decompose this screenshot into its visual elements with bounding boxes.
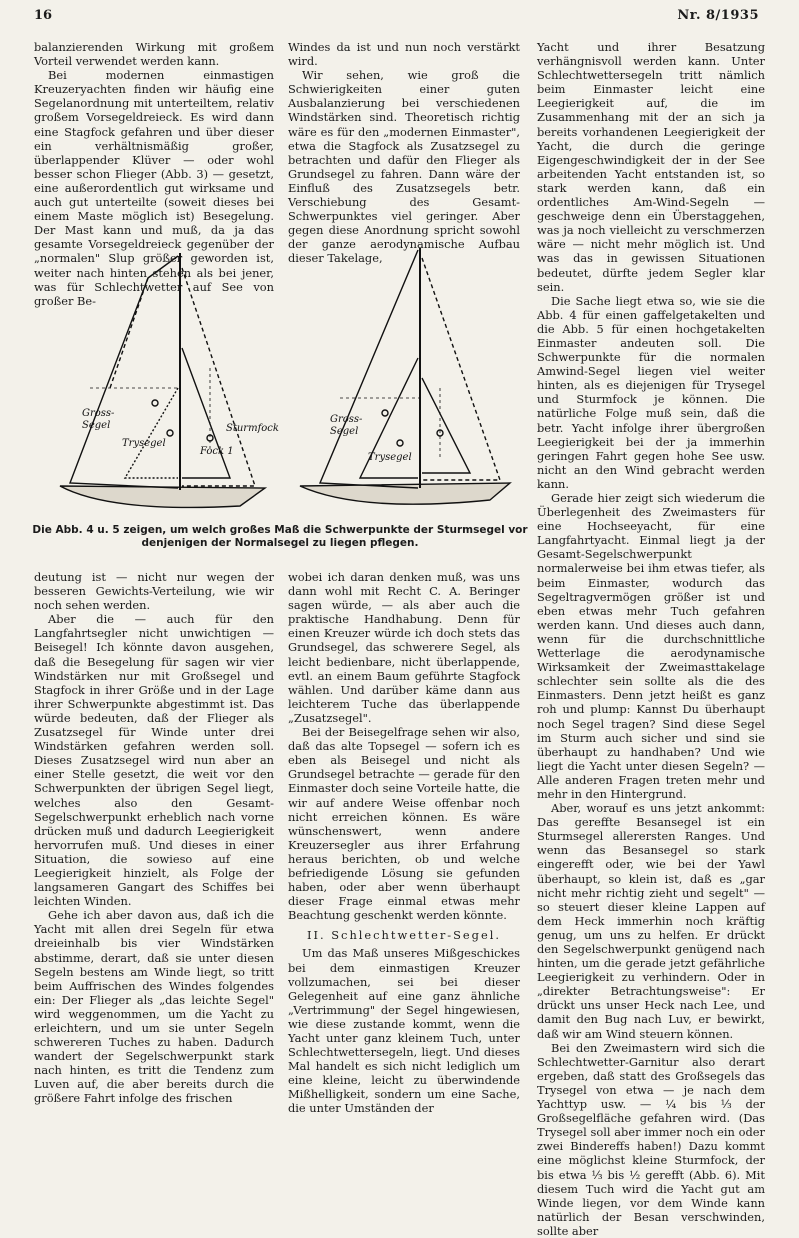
sail-diagrams <box>30 238 530 520</box>
label-grosssegel-2: Segel <box>82 420 111 431</box>
column-3 <box>537 40 765 1238</box>
paragraph: Yacht und ihrer Besatzung verhängnisvoll werden kann. Unter Schlechtwettersegeln tritt nämlich beim Einmaster leicht eine Leegierigkeit auf, die im Zusammenhang mit der an sich ja bereits vorhandenen Leegierigkeit der Yacht, die durch die geringe Eigengeschwindigkeit der in der See arbeitenden Yacht entstanden ist, so stark werden kann, daß ein ordentliches Am-Wind-Segeln — geschweige denn ein Überstaggehen, was ja noch vielleicht zu verschmerzen wäre — nicht mehr möglich ist. Und was das in gewissen Situationen bedeutet, dürfte jedem Segler klar sein. <box>537 40 765 294</box>
label-fock: Fock 1 <box>200 446 234 457</box>
label-grosssegel-right-1: Gross- <box>330 414 363 425</box>
label-trysegel: Trysegel <box>122 438 166 449</box>
paragraph: Aber die — auch für den Langfahrtsegler nicht unwichtigen — Beisegel! Ich könnte davon ausgehen, daß die Besegelung für sagen wir vier Windstärken nur mit Großsegel und Stagfock in ihrer Größe und in der Lage ihrer Schwerpunkte abgestimmt ist. Das würde bedeuten, daß der Flieger als Zusatzsegel für Winde unter drei Windstärken gefahren werden soll. Dieses Zusatzsegel wird nun aber an einer Stelle gesetzt, die weit vor den Schwerpunkten der übrigen Segel liegt, welches also den Gesamt-Segelschwerpunkt erheblich nach vorne drücken muß und dadurch Leegierigkeit hervorrufen muß. Und dieses in einer Situation, die sowieso auf eine Leegierigkeit hinzielt, als Folge der langsameren Gangart des Schiffes bei leichten Winden. <box>34 612 274 909</box>
paragraph: Windes da ist und nun noch verstärkt wird. <box>288 40 520 69</box>
paragraph: Gerade hier zeigt sich wiederum die Überlegenheit des Zweimasters für eine Hochseeyacht, für eine Langfahrtyacht. Einmal liegt ja der Gesamt-Segelschwerpunkt normalerweise bei ihm etwas tiefer, als beim Einmaster, wodurch das Segeltragvermögen größer ist und eben etwas mehr Tuch gefahren werden kann. Und dieses auch dann, wenn für die durchschnittliche Wetterlage die aerodynamische Wirksamkeit der Zweimasttakelage schlechter sein sollte als die des Einmasters. Denn jetzt heißt es ganz roh und plump: Kannst Du überhaupt noch Segel tragen? Sind diese Segel im Sturm auch sicher und sind sie überhaupt zu handhaben? Und wie liegt die Yacht unter diesen Segeln? — Alle anderen Fragen treten mehr und mehr in den Hintergrund. <box>537 491 765 801</box>
high-rig-diagram <box>300 248 510 504</box>
page-number: 16 <box>34 8 53 23</box>
paragraph: Die Sache liegt etwa so, wie sie die Abb. 4 für einen gaffelgetakelten und die Abb. 5 für einen hochgetakelten Einmaster andeuten soll. Die Schwerpunkte für die normalen Amwind-Segel liegen viel weiter hinten, als es diejenigen für Trysegel und Sturmfock je können. Die natürliche Folge muß sein, daß die betr. Yacht infolge ihrer übergroßen Leegierigkeit bei der ja immerhin geringen Fahrt gegen hohe See usw. nicht an den Wind gebracht werden kann. <box>537 293 765 491</box>
paragraph: Um das Maß unseres Mißgeschickes bei dem einmastigen Kreuzer vollzumachen, sei bei dieser Gelegenheit auf eine ganz ähnliche „Vertrimmung" der Segel hingewiesen, wie diese zustande kommt, wenn die Yacht unter ganz kleinem Tuch, unter Schlechtwettersegeln, liegt. Und dieses Mal handelt es sich nicht lediglich um eine kleine, leicht zu überwindende Mißhelligkeit, sondern um eine Sache, die unter Umständen der <box>288 946 520 1116</box>
paragraph: wobei ich daran denken muß, was uns dann wohl mit Recht C. A. Beringer sagen würde, — als aber auch die praktische Handhabung. Denn für einen Kreuzer würde ich doch stets das Grundsegel, das schwerere Segel, als leicht bedienbare, nicht überlappende, evtl. an einem Baum geführte Stagfock wählen. Und darüber käme dann aus leichterem Tuche das überlappende „Zusatzsegel". <box>288 570 520 725</box>
sail-diagram-figure <box>30 238 530 520</box>
column-2-top <box>288 40 520 266</box>
figure-caption: Die Abb. 4 u. 5 zeigen, um welch großes Maß die Schwerpunkte der Sturmsegel vor denjenigen der Normalsegel zu liegen pflegen. <box>32 524 528 549</box>
paragraph: balanzierenden Wirkung mit großem Vorteil verwendet werden kann. <box>34 40 274 69</box>
paragraph: Bei der Beisegelfrage sehen wir also, daß das alte Topsegel — sofern ich es eben als Beisegel und nicht als Grundsegel betrachte — gerade für den Einmaster doch seine Vorteile hatte, die wir auf andere Weise offenbar noch nicht erreichen können. Es wäre wünschenswert, wenn andere Kreuzersegler aus ihrer Erfahrung heraus berichten, ob und welche befriedigende Lösung sie gefunden haben, oder aber wenn überhaupt dieser Frage einmal etwas mehr Beachtung geschenkt werden könnte. <box>288 725 520 923</box>
label-grosssegel-1: Gross- <box>82 408 115 419</box>
section-heading: II. Schlechtwetter-Segel. <box>307 928 501 943</box>
paragraph: Gehe ich aber davon aus, daß ich die Yacht mit allen drei Segeln für etwa dreieinhalb bis vier Windstärken abstimme, derart, daß sie unter diesen Segeln bestens am Winde liegt, so tritt beim Auffrischen des Windes folgendes ein: Der Flieger als „das leichte Segel" wird weggenommen, um die Yacht zu erleichtern, und um sie unter Segeln schwereren Tuches zu haben. Dadurch wandert der Segelschwerpunkt stark nach hinten, es tritt die Tendenz zum Luven auf, die aber bereits durch die größere Fahrt infolge des frischen <box>34 908 274 1106</box>
paragraph: Wir sehen, wie groß die Schwierigkeiten einer guten Ausbalanzierung bei verschiedenen Windstärken sind. Theoretisch richtig wäre es für den „modernen Einmaster", etwa die Stagfock als Zusatzsegel zu betrachten und dafür den Flieger als Grundsegel zu fahren. Dann wäre der Einfluß des Zusatzsegels betr. Verschiebung des Gesamt-Schwerpunktes viel geringer. Aber gegen diese Anordnung spricht sowohl der ganze aerodynamische Aufbau dieser Takelage, <box>288 68 520 266</box>
column-1-bottom <box>34 570 274 1106</box>
paragraph: Bei modernen einmastigen Kreuzeryachten finden wir häufig eine Segelanordnung mit unterteiltem, relativ großem Vorsegeldreieck. Es wird dann eine Stagfock gefahren und über dieser ein verhältnismäßig großer, überlappender Klüver — oder wohl besser schon Flieger (Abb. 3) — gesetzt, eine außerordentlich gut wirksame und auch gut unterteilte (soweit dieses bei einem Maste möglich ist) Besegelung. Der Mast kann und muß, da ja das gesamte Vorsegeldreieck gegenüber der „normalen" Slup größer geworden ist, weiter nach hinten stehen als bei jener, was für Schlechtwetter auf See von großer Be- <box>34 68 274 308</box>
issue-number: Nr. 8/1935 <box>677 8 759 23</box>
gaff-rig-diagram <box>60 253 265 507</box>
paragraph: Bei den Zweimastern wird sich die Schlechtwetter-Garnitur also derart ergeben, daß statt des Großsegels das Trysegel von etwa — je nach dem Yachttyp usw. — ¼ bis ⅓ der Großsegelfläche gefahren wird. (Das Trysegel soll aber immer noch ein oder zwei Bindereffs haben!) Dazu kommt eine möglichst kleine Sturmfock, der bis etwa ⅓ bis ½ gerefft (Abb. 6). Mit diesem Tuch wird die Yacht gut am Winde liegen, vor dem Winde kann natürlich der Besan verschwinden, sollte aber <box>537 1040 765 1238</box>
label-sturmfock: Sturmfock <box>226 423 279 434</box>
paragraph: deutung ist — nicht nur wegen der besseren Gewichts-Verteilung, wie wir noch sehen werden. <box>34 570 274 613</box>
paragraph: Aber, worauf es uns jetzt ankommt: Das gereffte Besansegel ist ein Sturmsegel allerersten Ranges. Und wenn das Besansegel so stark eingerefft oder, wie bei der Yawl überhaupt, so klein ist, daß es „gar nicht mehr richtig zieht und segelt" — so steuert dieser kleine Lappen auf dem Heck immerhin noch kräftig genug, um uns zu helfen. Er drückt den Segelschwerpunkt genügend nach hinten, um die gerade jetzt gefährliche Leegierigkeit zu verhindern. Oder in „direkter Betrachtungsweise": Er drückt uns unser Heck nach Lee, und damit den Bug nach Luv, er bewirkt, daß wir am Wind steuern können. <box>537 801 765 1041</box>
label-trysegel-right: Trysegel <box>368 452 412 463</box>
label-grosssegel-right-2: Segel <box>330 426 359 437</box>
column-2-bottom <box>288 570 520 1116</box>
page-header <box>0 8 799 28</box>
